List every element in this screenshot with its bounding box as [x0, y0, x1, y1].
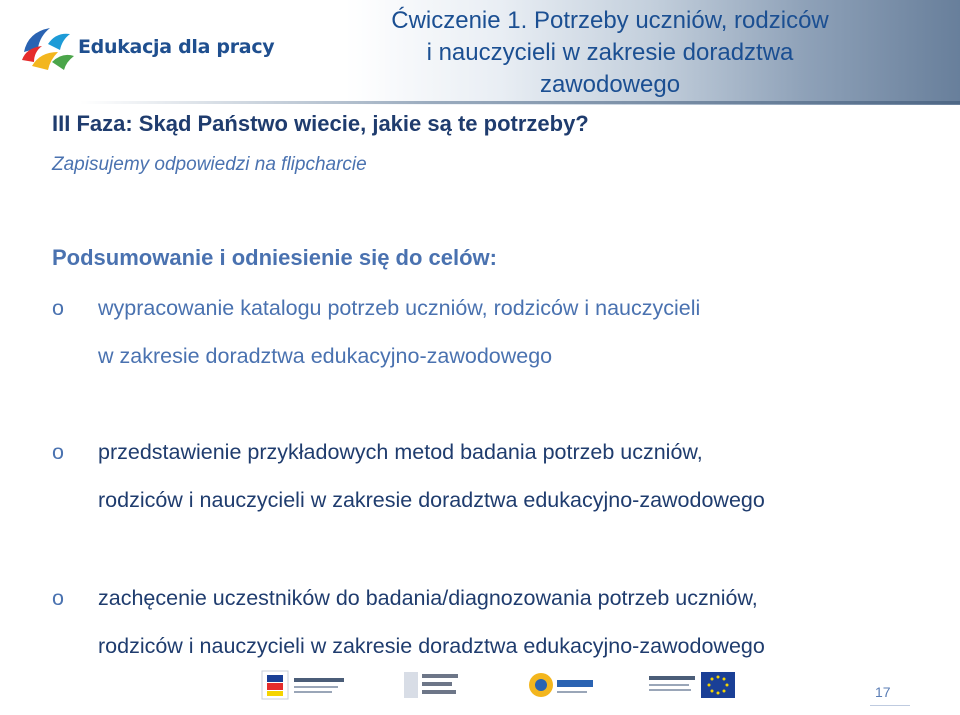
- bullet-line: w zakresie doradztwa edukacyjno-zawodowego: [98, 344, 553, 368]
- bullet-line: przedstawienie przykładowych metod badania potrzeb uczniów,: [98, 440, 703, 464]
- slide-title: [350, 5, 870, 101]
- title-line: zawodowego: [539, 71, 681, 98]
- page-number: 17: [875, 684, 891, 700]
- eu-flag-logo: [647, 668, 737, 702]
- bullet-line: rodziców i nauczycieli w zakresie doradztwa edukacyjno-zawodowego: [98, 488, 765, 512]
- title-line: i nauczycieli w zakresie doradztwa: [426, 39, 794, 66]
- logo-text: Edukacja dla pracy: [78, 36, 275, 58]
- bullet-line: zachęcenie uczestników do badania/diagnozowania potrzeb uczniów,: [98, 586, 758, 610]
- bullet-line: wypracowanie katalogu potrzeb uczniów, rodziców i nauczycieli: [98, 296, 701, 320]
- summary-heading: Podsumowanie i odniesienie się do celów:: [52, 245, 497, 270]
- footer-logos: [252, 664, 878, 708]
- bullet-marker: o: [52, 296, 64, 320]
- koweziu-logo: [527, 668, 597, 702]
- bullet-marker: o: [52, 586, 64, 610]
- header-divider: [80, 101, 960, 104]
- swirl-icon: [22, 28, 74, 70]
- flipchart-note: Zapisujemy odpowiedzi na flipcharcie: [52, 154, 367, 175]
- page-number-underline: [870, 705, 910, 706]
- kapital-ludzki-logo: [260, 668, 350, 702]
- bullet-marker: o: [52, 440, 64, 464]
- bullet-line: rodziców i nauczycieli w zakresie doradztwa edukacyjno-zawodowego: [98, 634, 765, 658]
- title-line: Ćwiczenie 1. Potrzeby uczniów, rodziców: [391, 7, 829, 34]
- phase-heading: III Faza: Skąd Państwo wiecie, jakie są te potrzeby?: [52, 111, 589, 136]
- ministry-emblem-logo: [402, 668, 462, 702]
